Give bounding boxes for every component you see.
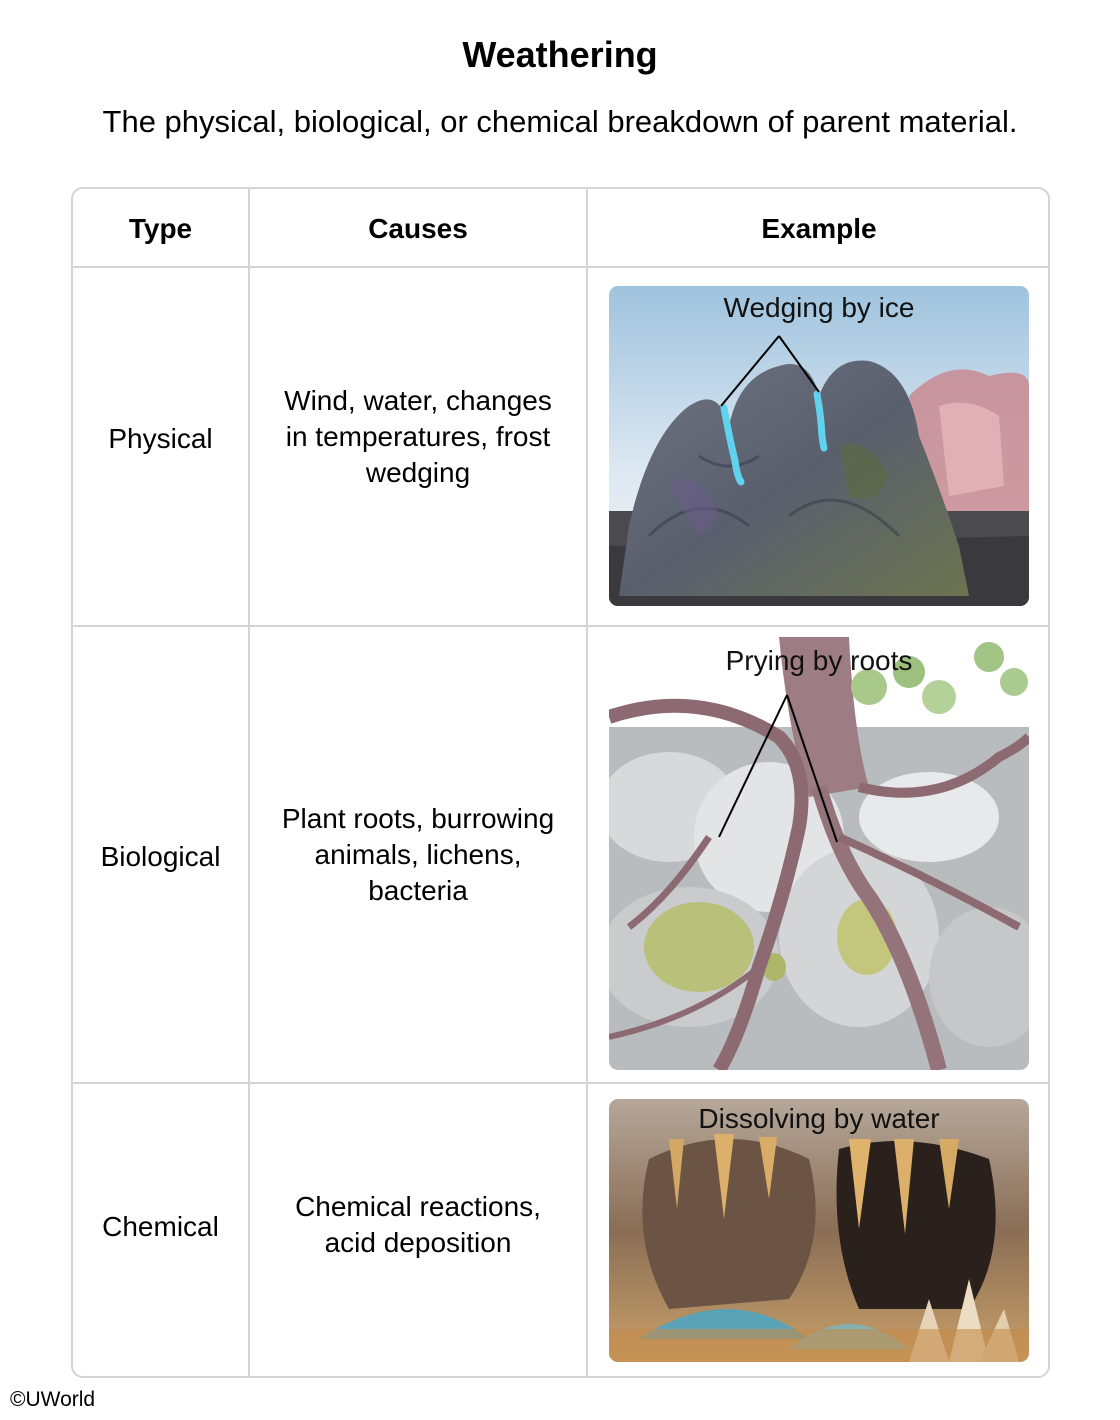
- causes-line: animals, lichens,: [314, 839, 522, 870]
- causes-line: acid deposition: [324, 1227, 512, 1258]
- example-image-ice-wedging: [609, 286, 1029, 606]
- example-label: Wedging by ice: [723, 292, 915, 323]
- example-label: Prying by roots: [725, 645, 913, 676]
- type-cell: Chemical: [102, 1211, 219, 1242]
- causes-line: Wind, water, changes: [284, 385, 552, 416]
- example-image-cave-dissolving: [609, 1099, 1029, 1362]
- copyright-notice: ©UWorld: [10, 1388, 96, 1411]
- weathering-table: [71, 187, 1050, 1378]
- column-divider: [586, 189, 588, 1376]
- type-cell: Physical: [108, 423, 213, 454]
- cave-illustration: [609, 1099, 1029, 1362]
- causes-cell: [250, 801, 586, 909]
- causes-line: Plant roots, burrowing: [281, 803, 555, 834]
- roots-rock-illustration: [609, 637, 1029, 1070]
- causes-line: bacteria: [368, 875, 468, 906]
- type-cell: Biological: [100, 841, 221, 872]
- row-divider: [73, 1082, 1048, 1084]
- column-header-example: Example: [761, 213, 877, 244]
- example-label: Dissolving by water: [698, 1103, 940, 1134]
- causes-line: in temperatures, frost: [285, 421, 551, 452]
- column-header-type: Type: [128, 213, 193, 244]
- column-header-causes: Causes: [368, 213, 468, 244]
- row-divider: [73, 625, 1048, 627]
- causes-cell: [250, 383, 586, 491]
- row-divider: [73, 266, 1048, 268]
- example-image-root-prying: [609, 637, 1029, 1070]
- page-title: Weathering: [462, 34, 658, 75]
- causes-line: wedging: [365, 457, 471, 488]
- causes-line: Chemical reactions,: [295, 1191, 541, 1222]
- causes-cell: [250, 1189, 586, 1261]
- page-subtitle: The physical, biological, or chemical breakdown of parent material.: [102, 104, 1018, 139]
- rock-ice-illustration: [609, 286, 1029, 606]
